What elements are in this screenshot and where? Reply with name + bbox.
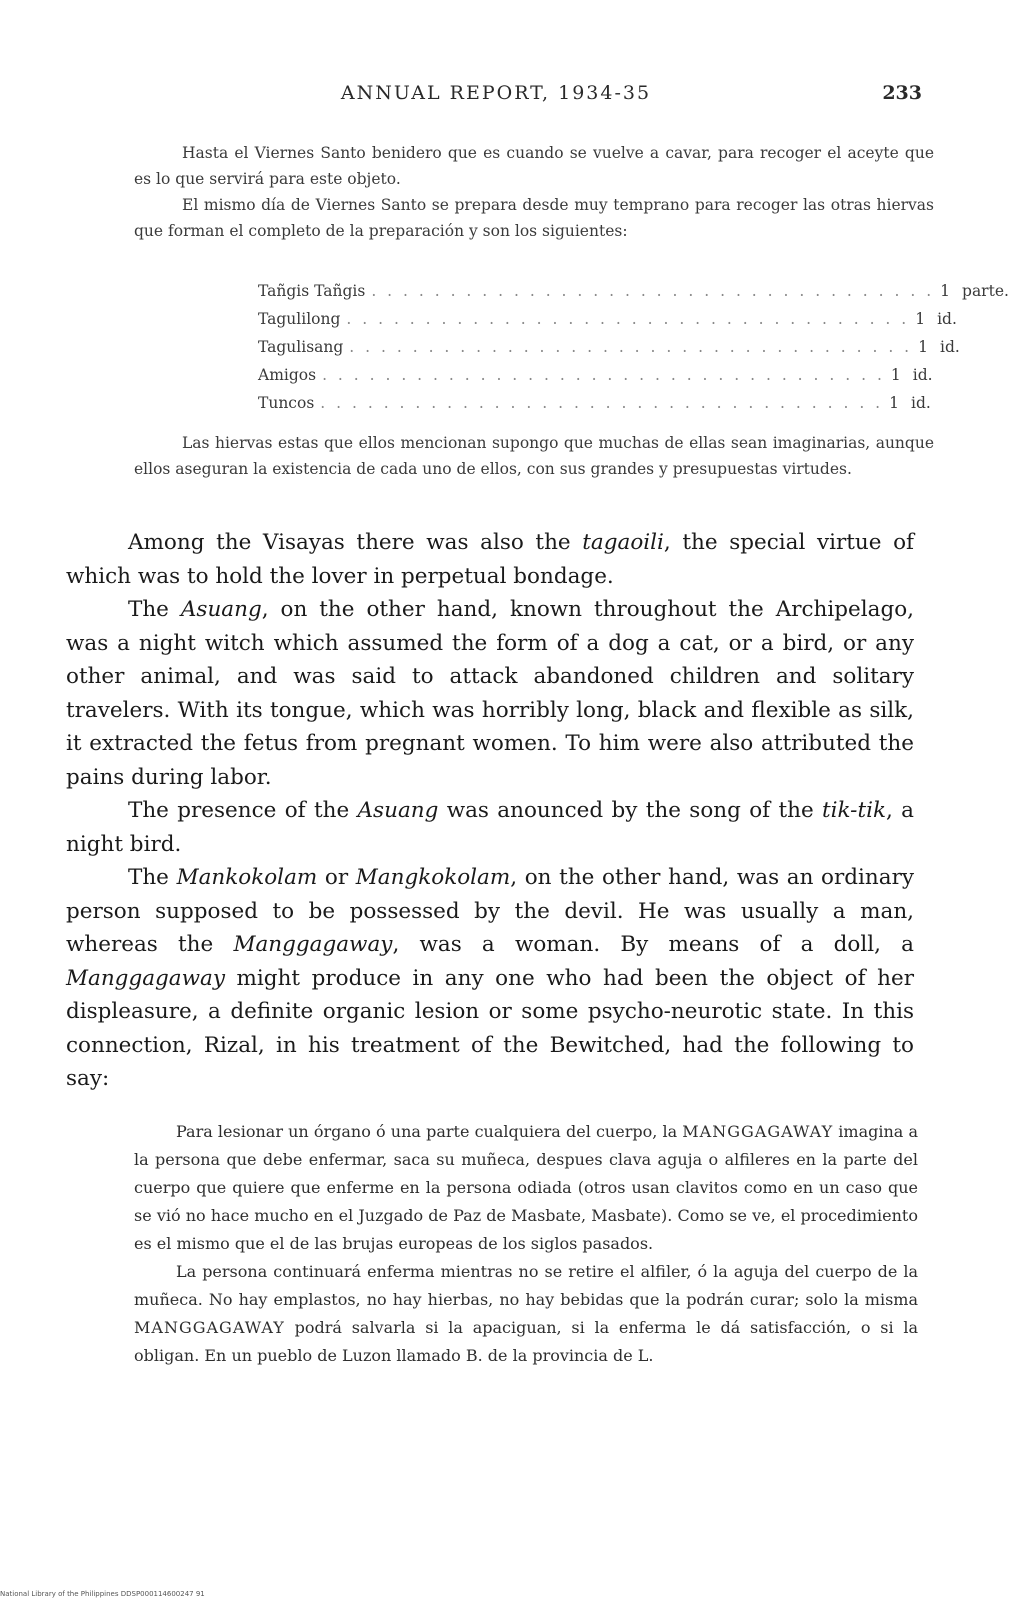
rizal-quote [134, 1118, 918, 1370]
paragraph [66, 526, 914, 593]
herb-unit: parte. [962, 282, 1009, 300]
spanish-paragraph: Hasta el Viernes Santo benidero que es cuando se vuelve a cavar, para recoger el aceyte que es lo que servirá para este objeto. [134, 144, 934, 188]
herb-qty: 1 [940, 282, 951, 300]
herb-row [258, 394, 931, 422]
running-title: ANNUAL REPORT, 1934-35 [340, 82, 652, 104]
italic-term: tik-tik [822, 798, 886, 823]
paragraph [66, 794, 914, 861]
text-run: The presence of the [128, 798, 358, 823]
quote-paragraph [134, 1118, 918, 1258]
quote-paragraph [134, 1258, 918, 1370]
paragraph [66, 861, 914, 1096]
italic-term: tagaoili [582, 530, 664, 555]
leader-dots: . . . . . . . . . . . . . . . . . . . . . . . . . . . . . . . . . . . . [349, 338, 913, 356]
herb-row [258, 310, 957, 338]
leader-dots: . . . . . . . . . . . . . . . . . . . . . . . . . . . . . . . . . . . . [371, 282, 935, 300]
italic-term: Manggagaway [233, 932, 393, 957]
herb-unit: id. [940, 338, 960, 356]
italic-term: Mangkokolam [355, 865, 511, 890]
text-run: The [128, 865, 177, 890]
text-run: , on the other hand, was an ordinary person supposed to be possessed by the devil. He was usually a man, whereas the [66, 865, 915, 957]
herb-name: Tagulisang [258, 338, 344, 356]
text-run: , the special virtue of which was to hold the lover in perpetual bondage. [66, 530, 914, 589]
text-run: , a night bird. [66, 798, 914, 857]
herb-name: Amigos [258, 366, 317, 384]
main-text [66, 526, 914, 1096]
text-run: Among the Visayas there was also the [128, 530, 583, 555]
herb-row [258, 338, 960, 366]
page-header [70, 82, 922, 112]
herb-name: Tañgis Tañgis [258, 282, 366, 300]
herb-list [258, 282, 1009, 422]
italic-term: Mankokolam [176, 865, 318, 890]
herb-row [258, 282, 1009, 310]
page-number: 233 [882, 82, 922, 104]
small-caps-term: MANGGAGAWAY [134, 1318, 285, 1337]
text-run: might produce in any one who had been the object of her displeasure, a definite organic lesion or some psycho-neurotic state. In this connection, Rizal, in his treatment of the Bewitched, had the following to say: [66, 965, 914, 1091]
italic-term: Manggagaway [66, 965, 225, 991]
scan-footer: National Library of the Philippines DDSP000114600247 91 [0, 1590, 205, 1598]
spanish-paragraph: Las hiervas estas que ellos mencionan supongo que muchas de ellas sean imaginarias, aunque ellos aseguran la existencia de cada uno de ellos, con sus grandes y presupuestas virtudes. [134, 434, 934, 478]
text-run: Para lesionar un órgano ó una parte cualquiera del cuerpo, la [176, 1122, 683, 1141]
leader-dots: . . . . . . . . . . . . . . . . . . . . . . . . . . . . . . . . . . . . [322, 366, 885, 384]
herb-row [258, 366, 933, 394]
text-run: The [128, 597, 181, 622]
leader-dots: . . . . . . . . . . . . . . . . . . . . . . . . . . . . . . . . . . . . [346, 310, 910, 328]
text-run: La persona continuará enferma mientras no se retire el alfiler, ó la aguja del cuerpo de la muñeca. No hay emplastos, no hay hierbas, no hay bebidas que la podrán curar; solo la misma [134, 1262, 918, 1309]
spanish-intro [134, 140, 934, 244]
leader-dots: . . . . . . . . . . . . . . . . . . . . . . . . . . . . . . . . . . . . [320, 394, 884, 412]
herb-unit: id. [937, 310, 957, 328]
herb-name: Tuncos [258, 394, 315, 412]
text-run: was anounced by the song of the [438, 798, 823, 823]
text-run: imagina a la persona que debe enfermar, saca su muñeca, despues clava aguja o alfileres en la parte del cuerpo que quiere que enferme en la persona odiada (otros usan clavitos como en un caso que se vió no hace mucho en el Juzgado de Paz de Masbate, Masbate). Como se ve, el procedimiento es el mismo que el de las brujas europeas de los siglos pasados. [134, 1122, 918, 1253]
italic-term: Asuang [180, 597, 262, 622]
herb-unit: id. [912, 366, 933, 384]
herb-qty: 1 [889, 394, 899, 412]
spanish-after [134, 430, 934, 482]
text-run: or [317, 865, 356, 890]
paragraph [66, 593, 914, 794]
text-run: , was a woman. By means of a doll, a [392, 932, 914, 957]
herb-name: Tagulilong [258, 310, 341, 328]
herb-qty: 1 [915, 310, 926, 328]
spanish-paragraph: El mismo día de Viernes Santo se prepara desde muy temprano para recoger las otras hiervas que forman el completo de la preparación y son los siguientes: [134, 196, 934, 240]
text-run: , on the other hand, known throughout the Archipelago, was a night witch which assumed the form of a dog a cat, or a bird, or any other animal, and was said to attack abandoned children and solitary travelers. With its tongue, which was horribly long, black and flexible as silk, it extracted the fetus from pregnant women. To him were also attributed the pains during labor. [66, 597, 915, 790]
text-run: podrá salvarla si la apaciguan, si la enferma le dá satisfacción, o si la obligan. En un pueblo de Luzon llamado B. de la provincia de L. [134, 1318, 918, 1365]
herb-qty: 1 [890, 366, 901, 384]
italic-term: Asuang [357, 798, 439, 823]
herb-unit: id. [910, 394, 931, 412]
herb-qty: 1 [918, 338, 928, 356]
small-caps-term: MANGGAGAWAY [682, 1122, 834, 1141]
